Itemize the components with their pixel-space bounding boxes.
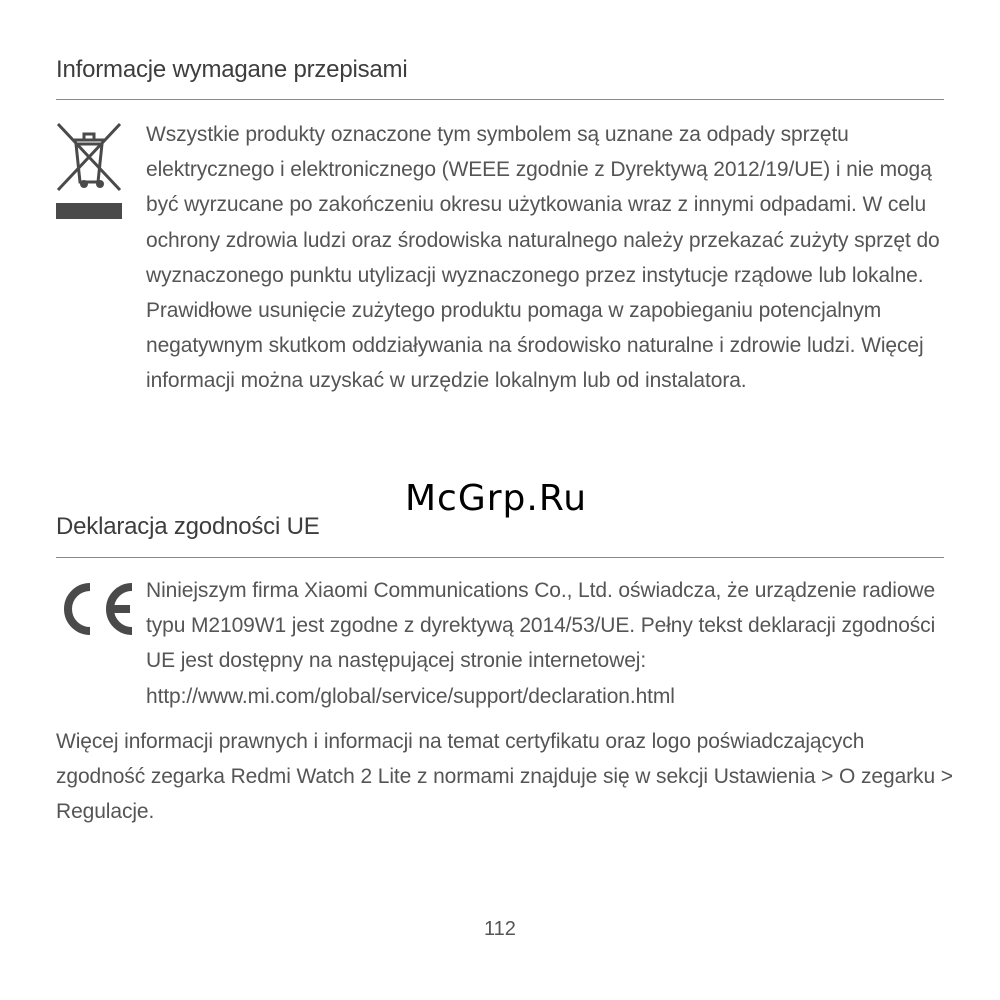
weee-crossed-bin-icon (54, 120, 124, 220)
ce-section-title: Deklaracja zgodności UE (56, 513, 320, 540)
weee-section-title: Informacje wymagane przepisami (56, 56, 408, 83)
more-info-text: Więcej informacji prawnych i informacji na temat certyfikatu oraz logo poświadczających zgodność zegarka Redmi Watch 2 Lite z normami znajduje się w sekcji Ustawienia > O zegarku > Regulacje. (56, 730, 953, 824)
ce-section-divider (56, 557, 944, 558)
weee-section-divider (56, 99, 944, 100)
watermark-text: McGrp.Ru (405, 478, 588, 519)
weee-disposal-text: Wszystkie produkty oznaczone tym symbolem są uznane za odpady sprzętu elektrycznego i elektronicznego (WEEE zgodnie z Dyrektywą 2012/19/UE) i nie mogą być wyrzucane po zakończeniu okresu użytkowania wraz z innymi odpadami. W celu ochrony zdrowia ludzi oraz środowiska naturalnego należy przekazać zużyty sprzęt do wyznaczonego punktu utylizacji wyznaczonego przez instytucje rządowe lub lokalne. Prawidłowe usunięcie zużytego produktu pomaga w zapobieganiu potencjalnym negatywnym skutkom oddziaływania na środowisko naturalne i zdrowie ludzi. Więcej informacji można uzyskać w urzędzie lokalnym lub od instalatora. (146, 123, 940, 393)
page-number: 112 (484, 918, 516, 940)
ce-mark-icon (54, 580, 136, 638)
ce-declaration-text: Niniejszym firma Xiaomi Communications Co., Ltd. oświadcza, że urządzenie radiowe typu M2109W1 jest zgodne z dyrektywą 2014/53/UE. Pełny tekst deklaracji zgodności UE jest dostępny na następującej stronie internetowej: http://www.mi.com/global/service/support/declaration.html (146, 579, 936, 708)
